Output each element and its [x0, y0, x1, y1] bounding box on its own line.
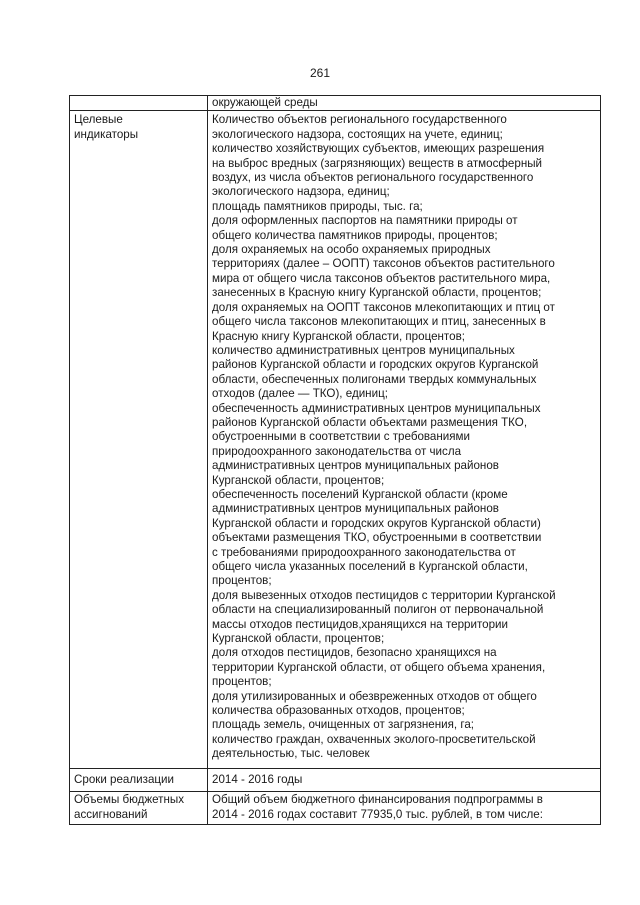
indicator-text-line: общего числа указанных поселений в Курганской области,: [212, 560, 528, 573]
indicator-text-line: количества образованных отходов, процентов;: [212, 704, 465, 718]
table-row-budget-allocations: [70, 792, 601, 825]
indicator-text-line: мира от общего числа таксонов объектов растительного мира,: [212, 271, 551, 285]
label-line: ассигнований: [74, 807, 148, 821]
indicator-text-line: районов Курганской области объектами размещения ТКО,: [212, 415, 528, 429]
indicator-text-line: воздух, из числа объектов регионального государственного: [212, 171, 534, 185]
indicator-text-line: доля охраняемых на особо охраняемых природных: [212, 243, 491, 257]
indicator-text-line: отходов (далее — ТКО), единиц;: [212, 387, 388, 401]
indicator-text-line: занесенных в Красную книгу Курганской области, процентов;: [212, 286, 542, 300]
target-indicators-label: [70, 111, 208, 768]
indicator-text-line: доля вывезенных отходов пестицидов с территории Курганской: [212, 588, 556, 602]
indicator-text-line: количество административных центров муниципальных: [212, 343, 515, 357]
indicator-text-line: Курганской области и городских округов Курганской области): [212, 516, 541, 530]
indicator-text-line: области, обеспеченных полигонами твердых коммунальных: [212, 372, 537, 386]
indicator-text-line: административных центров муниципальных районов: [212, 502, 499, 516]
indicator-text-line: обеспеченность поселений Курганской области (кроме: [212, 487, 508, 501]
row-label-empty: [70, 96, 208, 111]
indicator-text-line: доля охраняемых на ООПТ таксонов млекопитающих и птиц от: [212, 300, 555, 314]
indicator-text-line: Количество объектов регионального государственного: [212, 113, 507, 127]
table-row-implementation-period: [70, 768, 601, 791]
label-line: индикаторы: [74, 127, 139, 141]
indicator-text-line: доля утилизированных и обезвреженных отходов от общего: [212, 689, 537, 703]
implementation-period-value: 2014 - 2016 годы: [208, 768, 601, 791]
label-line: Объемы бюджетных: [74, 793, 184, 807]
indicator-text-line: административных центров муниципальных районов: [212, 459, 499, 473]
indicator-text-line: площадь памятников природы, тыс. га;: [212, 199, 423, 213]
row-content-continuation: окружающей среды: [208, 96, 601, 111]
indicator-text-line: территории Курганской области, от общего объема хранения,: [212, 660, 546, 674]
indicator-text-line: Курганской области, процентов;: [212, 632, 385, 646]
indicator-text-line: экологического надзора, состоящих на учете, единиц;: [212, 127, 503, 141]
indicator-text-line: общего количества памятников природы, процентов;: [212, 228, 498, 242]
indicator-text-line: обеспеченность административных центров муниципальных: [212, 401, 541, 415]
page-number: 261: [309, 66, 331, 80]
indicator-text-line: природоохранного законодательства от числа: [212, 444, 462, 458]
indicator-text-line: районов Курганской области и городских округов Курганской: [212, 358, 539, 372]
target-indicators-list: [208, 111, 601, 768]
indicator-text-line: области на специализированный полигон от первоначальной: [212, 603, 544, 617]
indicator-text-line: процентов;: [212, 675, 272, 689]
subprogram-passport-table: [69, 95, 601, 825]
indicator-text-line: деятельностью, тыс. человек: [212, 747, 370, 761]
indicator-text-line: доля оформленных паспортов на памятники природы от: [212, 214, 518, 228]
indicator-text-line: обустроенными в соответствии с требованиями: [212, 430, 470, 444]
indicator-text-line: общего числа таксонов млекопитающих и птиц, занесенных в: [212, 315, 546, 329]
table-row-target-indicators: [70, 111, 601, 768]
label-line: Целевые: [74, 113, 123, 127]
budget-allocations-label: [70, 792, 208, 825]
budget-allocations-text: [208, 792, 601, 825]
indicator-text-line: Курганской области, процентов;: [212, 473, 385, 487]
indicator-text-line: Красную книгу Курганской области, процентов;: [212, 329, 465, 343]
indicator-text-line: массы отходов пестицидов,хранящихся на территории: [212, 617, 508, 631]
text-line: Общий объем бюджетного финансирования подпрограммы в: [212, 793, 543, 807]
indicator-text-line: количество граждан, охваченных эколого-просветительской: [212, 732, 536, 746]
indicator-text-line: территориях (далее – ООПТ) таксонов объектов растительного: [212, 257, 555, 271]
indicator-text-line: количество хозяйствующих субъектов, имеющих разрешения: [212, 142, 545, 156]
indicator-text-line: объектами размещения ТКО, обустроенными в соответствии: [212, 531, 542, 545]
indicator-text-line: с требованиями природоохранного законодательства от: [212, 545, 516, 559]
indicator-text-line: доля отходов пестицидов, безопасно хранящихся на: [212, 646, 497, 660]
indicator-text-line: на выброс вредных (загрязняющих) веществ в атмосферный: [212, 156, 543, 170]
indicator-text-line: площадь земель, очищенных от загрязнения, га;: [212, 718, 474, 732]
indicator-text-line: процентов;: [212, 574, 272, 588]
table-row-continuation: [70, 96, 601, 111]
implementation-period-label: Сроки реализации: [70, 768, 208, 791]
indicator-text-line: экологического надзора, единиц;: [212, 185, 390, 199]
text-line: 2014 - 2016 годах составит 77935,0 тыс. рублей, в том числе:: [212, 807, 543, 821]
